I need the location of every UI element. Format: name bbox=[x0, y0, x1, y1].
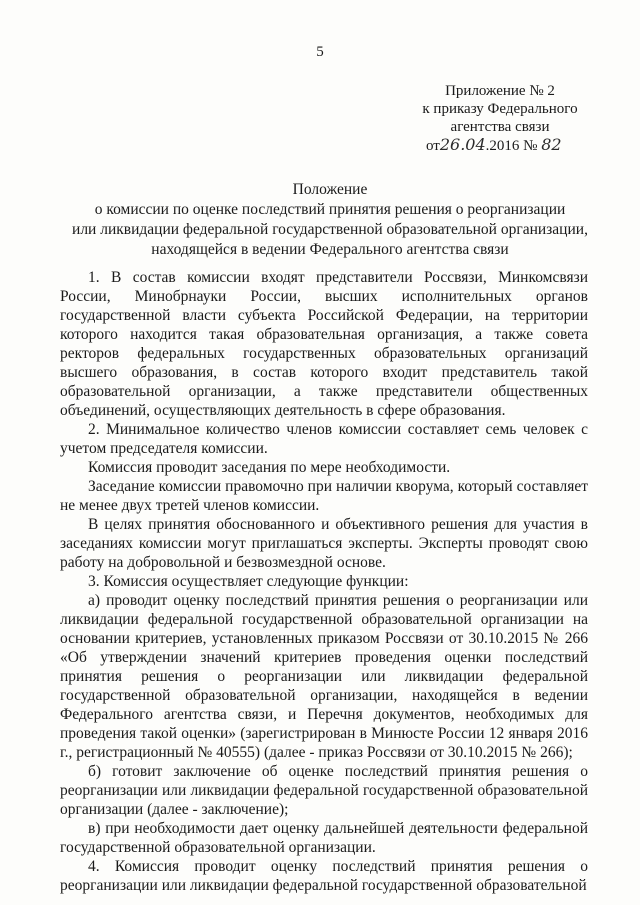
paragraph-experts: В целях принятия обоснованного и объективного решения для участия в заседаниях комиссии могут приглашаться эксперты. Эксперты проводят свою работу на добровольной и безвозмездной основе. bbox=[60, 516, 588, 571]
title-line-1: Положение bbox=[292, 181, 368, 198]
appendix-line-3: агентства связи bbox=[450, 119, 550, 135]
title-line-2: о комиссии по оценке последствий принятия решения о реорганизации bbox=[94, 201, 566, 218]
handwritten-order-number: 82 bbox=[541, 135, 562, 154]
paragraph-function-a: а) проводит оценку последствий принятия решения о реорганизации или ликвидации федеральной государственной образовательной организации на основании критериев, установленных приказом Россвязи от 30.10.2015 № 266 «Об утверждении значений критериев проведения оценки последствий принятия решения о реорганизации или ликвидации федеральной государственной образовательной организации, находящейся в ведении Федерального агентства связи, и Перечня документов, необходимых для проведения такой оценки» (зарегистрирован в Минюсте России 12 января 2016 г., регистрационный № 40555) (далее - приказ Россвязи от 30.10.2015 № 266); bbox=[60, 592, 588, 761]
document-body bbox=[60, 268, 588, 895]
handwritten-date: 26.04 bbox=[439, 135, 486, 154]
paragraph-evaluation: 4. Комиссия проводит оценку последствий принятия решения о реорганизации или ликвидации федеральной государственной образовательной bbox=[60, 858, 588, 894]
title-line-3: или ликвидации федеральной государственной образовательной организации, bbox=[72, 221, 588, 238]
paragraph-function-c: в) при необходимости дает оценку дальнейшей деятельности федеральной государственной образовательной организации. bbox=[60, 820, 588, 856]
page-number: 5 bbox=[316, 44, 324, 60]
date-prefix: от bbox=[426, 138, 440, 154]
appendix-line-1: Приложение № 2 bbox=[445, 83, 555, 99]
appendix-line-2: к приказу Федерального bbox=[422, 101, 578, 117]
document-title bbox=[60, 180, 600, 260]
order-date-line bbox=[400, 136, 600, 155]
paragraph-quorum: Заседание комиссии правомочно при наличии кворума, который составляет не менее двух третей членов комиссии. bbox=[60, 478, 588, 514]
paragraph-composition: 1. В состав комиссии входят представители Россвязи, Минкомсвязи России, Минобрнауки России, высших исполнительных органов государственной власти субъекта Российской Федерации, на территории которого находится такая образовательная организация, а также совета ректоров федеральных государственных образовательных организаций высшего образования, в состав которого входит представитель такой образовательной организации, а также представители общественных объединений, осуществляющих деятельность в сфере образования. bbox=[60, 269, 588, 419]
appendix-header bbox=[400, 82, 600, 155]
paragraph-min-members: 2. Минимальное количество членов комиссии составляет семь человек с учетом председателя комиссии. bbox=[60, 421, 588, 457]
title-line-4: находящейся в ведении Федерального агентства связи bbox=[151, 241, 509, 258]
date-year: .2016 № bbox=[485, 138, 538, 154]
paragraph-function-b: б) готовит заключение об оценке последствий принятия решения о реорганизации или ликвидации федеральной государственной образовательной организации (далее - заключение); bbox=[60, 763, 588, 818]
paragraph-functions: 3. Комиссия осуществляет следующие функции: bbox=[88, 573, 409, 590]
paragraph-meetings: Комиссия проводит заседания по мере необходимости. bbox=[88, 459, 451, 476]
